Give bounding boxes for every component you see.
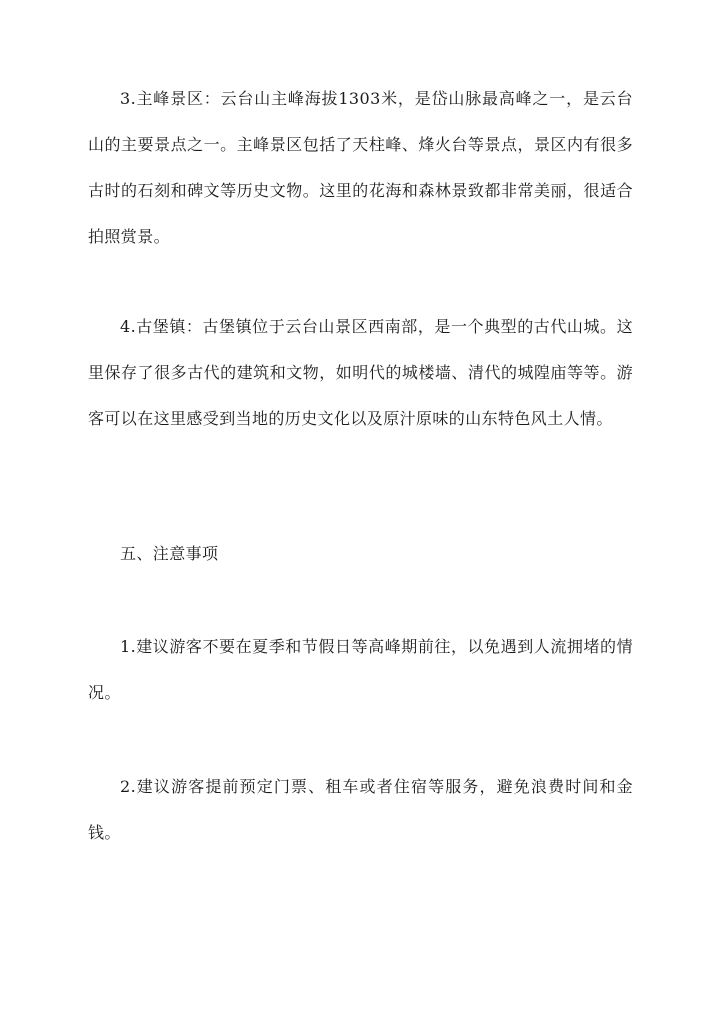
note-item-book-in-advance: 2.建议游客提前预定门票、租车或者住宿等服务，避免浪费时间和金钱。: [88, 777, 633, 842]
paragraph-ancient-castle-town: 4.古堡镇：古堡镇位于云台山景区西南部，是一个典型的古代山城。这里保存了很多古代的建筑和文物，如明代的城楼墙、清代的城隍庙等等。游客可以在这里感受到当地的历史文化以及原汁原味的山东特色风土人情。: [88, 317, 633, 428]
section-heading-precautions: 五、注意事项: [120, 544, 219, 563]
note-item-avoid-peak-season: 1.建议游客不要在夏季和节假日等高峰期前往，以免遇到人流拥堵的情况。: [88, 637, 633, 702]
paragraph-main-peak-scenic-area: 3.主峰景区：云台山主峰海拔1303米，是岱山脉最高峰之一，是云台山的主要景点之一。主峰景区包括了天柱峰、烽火台等景点，景区内有很多古时的石刻和碑文等历史文物。这里的花海和森林景致都非常美丽，很适合拍照赏景。: [88, 89, 633, 246]
